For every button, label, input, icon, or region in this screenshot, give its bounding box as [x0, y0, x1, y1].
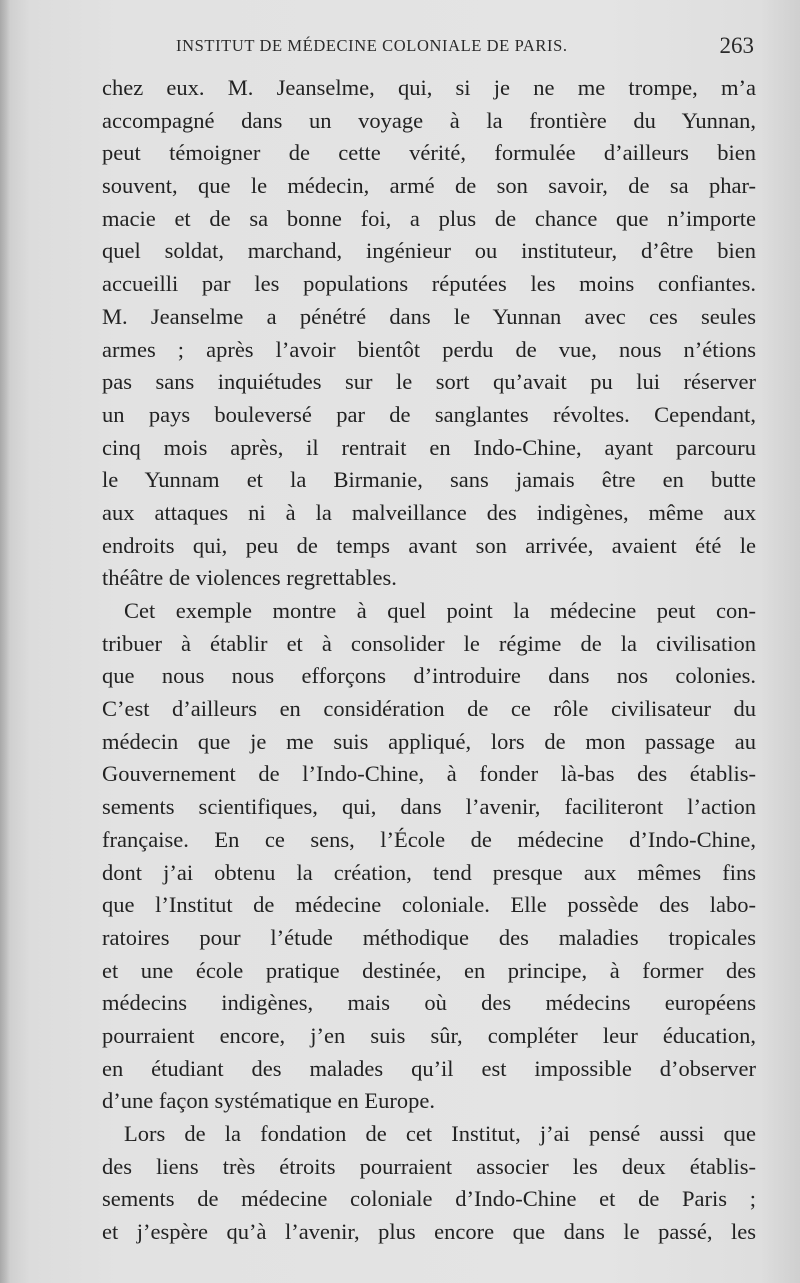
text-line: M. Jeanselme a pénétré dans le Yunnan avec ces seules: [102, 303, 756, 329]
text-line: cinq mois après, il rentrait en Indo-Chine, ayant parcouru: [102, 434, 756, 460]
text-line: armes ; après l’avoir bientôt perdu de vue, nous n’étions: [102, 336, 756, 362]
text-line: endroits qui, peu de temps avant son arrivée, avaient été le: [102, 532, 756, 558]
text-line: théâtre de violences regrettables.: [102, 565, 397, 591]
text-line: peut témoigner de cette vérité, formulée d’ailleurs bien: [102, 140, 756, 166]
text-line: macie et de sa bonne foi, a plus de chance que n’importe: [102, 205, 756, 231]
running-title: INSTITUT DE MÉDECINE COLONIALE DE PARIS.: [176, 36, 568, 55]
text-line: française. En ce sens, l’École de médecine d’Indo-Chine,: [102, 826, 756, 852]
text-line: en étudiant des malades qu’il est impossible d’observer: [102, 1055, 756, 1081]
text-line: ratoires pour l’étude méthodique des maladies tropicales: [102, 924, 756, 950]
text-line: Gouvernement de l’Indo-Chine, à fonder là-bas des établis-: [102, 761, 756, 787]
text-line: médecins indigènes, mais où des médecins européens: [102, 990, 756, 1016]
text-line: quel soldat, marchand, ingénieur ou instituteur, d’être bien: [102, 238, 756, 264]
text-line: pas sans inquiétudes sur le sort qu’avait pu lui réserver: [102, 369, 756, 395]
text-line: sements de médecine coloniale d’Indo-Chine et de Paris ;: [102, 1186, 756, 1212]
text-line: un pays bouleversé par de sanglantes révoltes. Cependant,: [102, 401, 756, 427]
text-line: dont j’ai obtenu la création, tend presque aux mêmes fins: [102, 859, 756, 885]
text-line: accueilli par les populations réputées les moins confiantes.: [102, 271, 756, 297]
text-line: des liens très étroits pourraient associer les deux établis-: [102, 1153, 756, 1179]
text-line: et une école pratique destinée, en principe, à former des: [102, 957, 756, 983]
text-line: chez eux. M. Jeanselme, qui, si je ne me trompe, m’a: [102, 75, 756, 100]
text-line: tribuer à établir et à consolider le régime de la civilisation: [102, 630, 756, 656]
text-line: Cet exemple montre à quel point la médecine peut con-: [124, 598, 756, 623]
text-line: médecin que je me suis appliqué, lors de mon passage au: [102, 728, 756, 754]
text-line: Lors de la fondation de cet Institut, j’ai pensé aussi que: [124, 1121, 756, 1146]
text-line: accompagné dans un voyage à la frontière du Yunnan,: [102, 107, 756, 133]
page-number: 263: [719, 33, 754, 58]
text-line: et j’espère qu’à l’avenir, plus encore que dans le passé, les: [102, 1219, 756, 1245]
text-line: C’est d’ailleurs en considération de ce rôle civilisateur du: [102, 696, 756, 722]
text-line: sements scientifiques, qui, dans l’avenir, faciliteront l’action: [102, 794, 756, 820]
text-line: aux attaques ni à la malveillance des indigènes, même aux: [102, 499, 756, 525]
text-line: souvent, que le médecin, armé de son savoir, de sa phar-: [102, 173, 756, 199]
page-header: [176, 33, 756, 62]
text-line: le Yunnam et la Birmanie, sans jamais être en butte: [102, 467, 756, 493]
text-line: pourraient encore, j’en suis sûr, compléter leur éducation,: [102, 1022, 756, 1048]
text-line: que nous nous efforçons d’introduire dans nos colonies.: [102, 663, 756, 689]
text-line: d’une façon systématique en Europe.: [102, 1088, 436, 1114]
body-text: [102, 72, 756, 1249]
text-line: que l’Institut de médecine coloniale. Elle possède des labo-: [102, 892, 756, 918]
